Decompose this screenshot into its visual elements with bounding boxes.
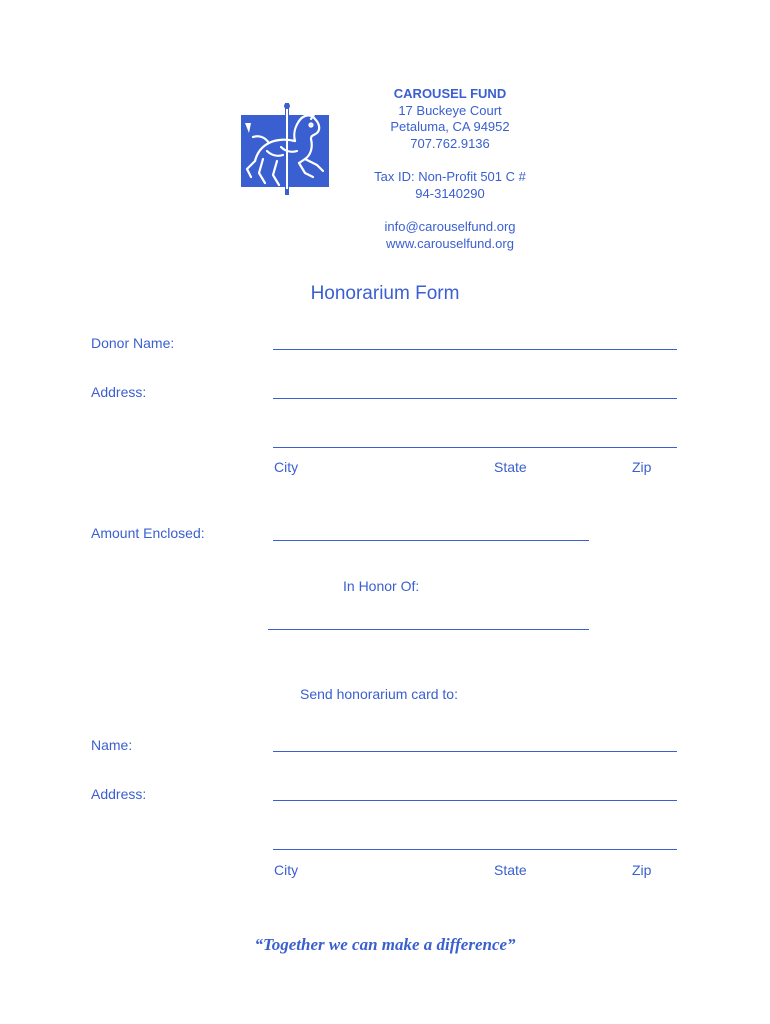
recipient-name-label: Name: — [91, 737, 133, 753]
recipient-address-line-1-field[interactable] — [273, 800, 677, 801]
donor-name-field[interactable] — [273, 349, 677, 350]
org-tax-label: Tax ID: Non-Profit 501 C # — [374, 169, 526, 184]
recipient-name-field[interactable] — [273, 751, 677, 752]
carousel-horse-logo — [241, 103, 329, 195]
recipient-address-label: Address: — [91, 786, 147, 802]
recipient-address-line-2-field[interactable] — [273, 849, 677, 850]
zip-label: Zip — [632, 459, 652, 475]
org-tax-id: 94-3140290 — [415, 185, 485, 201]
organization-info — [340, 86, 560, 252]
org-city-line: Petaluma, CA 94952 — [390, 119, 510, 134]
address-line-1-field[interactable] — [273, 398, 677, 399]
org-name: CAROUSEL FUND — [393, 86, 507, 101]
donor-name-label: Donor Name: — [91, 335, 175, 351]
address-label: Address: — [91, 384, 147, 400]
recipient-city-label: City — [274, 862, 299, 878]
address-line-2-field[interactable] — [273, 447, 677, 448]
amount-enclosed-field[interactable] — [273, 540, 589, 541]
in-honor-of-label: In Honor Of: — [343, 578, 420, 594]
org-street: 17 Buckeye Court — [398, 102, 502, 118]
footer-quote: “Together we can make a difference” — [254, 935, 516, 954]
state-label: State — [494, 459, 527, 475]
send-card-label: Send honorarium card to: — [300, 686, 458, 702]
amount-enclosed-label: Amount Enclosed: — [91, 525, 205, 541]
form-title: Honorarium Form — [310, 283, 460, 304]
recipient-state-label: State — [494, 862, 527, 878]
in-honor-of-field[interactable] — [268, 629, 589, 630]
org-website: www.carouselfund.org — [386, 235, 514, 251]
city-label: City — [274, 459, 299, 475]
recipient-zip-label: Zip — [632, 862, 652, 878]
carousel-horse-icon — [241, 103, 329, 195]
org-email: info@carouselfund.org — [384, 219, 516, 234]
org-phone: 707.762.9136 — [410, 135, 490, 151]
